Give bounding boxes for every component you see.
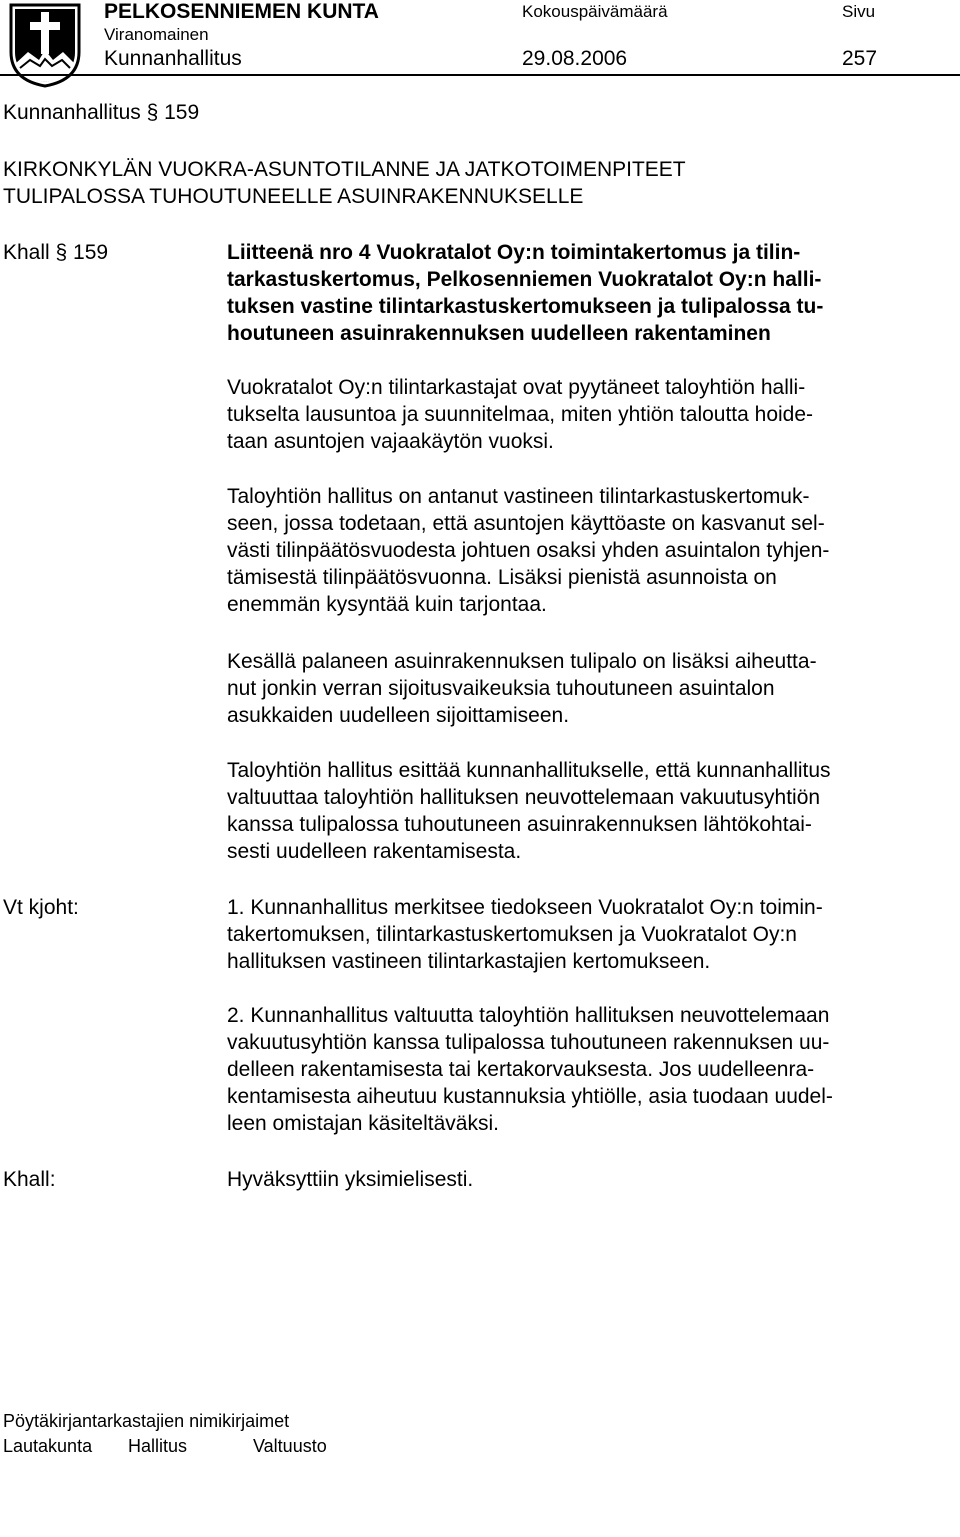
footer-item-lautakunta: Lautakunta bbox=[3, 1436, 93, 1456]
footer-initials-title: Pöytäkirjantarkastajien nimikirjaimet bbox=[3, 1411, 290, 1431]
proposal-line: kentamisesta aiheutuu kustannuksia yhtiölle, asia tuodaan uudel- bbox=[227, 1085, 833, 1108]
attachment-note bbox=[227, 239, 823, 347]
paragraph-line: asukkaiden uudelleen sijoittamiseen. bbox=[227, 704, 570, 727]
paragraph-3 bbox=[227, 648, 817, 729]
paragraph-2 bbox=[227, 483, 829, 618]
proposal-line: vakuutusyhtiön kanssa tulipalossa tuhoutuneen rakennuksen uu- bbox=[227, 1031, 830, 1054]
section-heading: Kunnanhallitus § 159 bbox=[3, 101, 200, 124]
attachment-line: tuksen vastine tilintarkastuskertomukseen ja tulipalossa tu- bbox=[227, 295, 824, 318]
paragraph-line: valtuuttaa taloyhtiön hallituksen neuvottelemaan vakuutusyhtiön bbox=[227, 786, 821, 809]
paragraph-line: tämisestä tilinpäätösvuonna. Lisäksi pienistä asunnoista on bbox=[227, 566, 777, 589]
attachment-line: houtuneen asuinrakennuksen uudelleen rakentaminen bbox=[227, 322, 771, 345]
paragraph-line: Kesällä palaneen asuinrakennuksen tulipalo on lisäksi aiheutta- bbox=[227, 650, 817, 673]
proposal-item-1 bbox=[227, 894, 823, 975]
proposal-line: 2. Kunnanhallitus valtuutta taloyhtiön hallituksen neuvottelemaan bbox=[227, 1004, 830, 1027]
proposal-item-2 bbox=[227, 1002, 833, 1137]
decision-text: Hyväksyttiin yksimielisesti. bbox=[227, 1168, 474, 1191]
paragraph-1 bbox=[227, 374, 813, 455]
paragraph-line: taan asuntojen vajaakäytön vuoksi. bbox=[227, 430, 554, 453]
proposal-line: 1. Kunnanhallitus merkitsee tiedokseen Vuokratalot Oy:n toimin- bbox=[227, 896, 823, 919]
document-title bbox=[3, 156, 686, 210]
meeting-date-label: Kokouspäivämäärä bbox=[522, 2, 668, 21]
paragraph-line: enemmän kysyntää kuin tarjontaa. bbox=[227, 593, 547, 616]
proposal-line: leen omistajan käsiteltäväksi. bbox=[227, 1112, 499, 1135]
paragraph-line: sesti uudelleen rakentamisesta. bbox=[227, 840, 522, 863]
decision-label: Khall: bbox=[3, 1168, 56, 1191]
proposal-line: hallituksen vastineen tilintarkastajien kertomukseen. bbox=[227, 950, 711, 973]
proposal-line: delleen rakentamisesta tai kertakorvauksesta. Jos uudelleenra- bbox=[227, 1058, 815, 1081]
paragraph-line: Taloyhtiön hallitus on antanut vastineen tilintarkastuskertomuk- bbox=[227, 485, 810, 508]
header-divider bbox=[0, 74, 960, 76]
footer-bodies bbox=[3, 1436, 327, 1457]
organization-name: PELKOSENNIEMEN KUNTA bbox=[104, 0, 379, 23]
attachment-line: Liitteenä nro 4 Vuokratalot Oy:n toimintakertomus ja tilin- bbox=[227, 241, 801, 264]
footer-item-valtuusto: Valtuusto bbox=[253, 1436, 327, 1456]
proposal-label: Vt kjoht: bbox=[3, 896, 79, 919]
title-line: TULIPALOSSA TUHOUTUNEELLE ASUINRAKENNUKSELLE bbox=[3, 185, 584, 208]
meeting-date: 29.08.2006 bbox=[522, 47, 628, 70]
attachment-line: tarkastuskertomus, Pelkosenniemen Vuokratalot Oy:n halli- bbox=[227, 268, 822, 291]
khall-section-label: Khall § 159 bbox=[3, 241, 109, 264]
title-line: KIRKONKYLÄN VUOKRA-ASUNTOTILANNE JA JATKOTOIMENPITEET bbox=[3, 158, 686, 181]
paragraph-line: seen, jossa todetaan, että asuntojen käyttöaste on kasvanut sel- bbox=[227, 512, 825, 535]
paragraph-line: nut jonkin verran sijoitusvaikeuksia tuhoutuneen asuintalon bbox=[227, 677, 775, 700]
proposal-line: takertomuksen, tilintarkastuskertomuksen ja Vuokratalot Oy:n bbox=[227, 923, 797, 946]
page-label: Sivu bbox=[842, 2, 876, 21]
paragraph-line: tukselta lausuntoa ja suunnitelmaa, miten yhtiön taloutta hoide- bbox=[227, 403, 814, 426]
paragraph-line: västi tilinpäätösvuodesta johtuen osaksi yhden asuintalon tyhjen- bbox=[227, 539, 830, 562]
board-name: Kunnanhallitus bbox=[104, 47, 242, 70]
page-number: 257 bbox=[842, 47, 878, 70]
paragraph-line: kanssa tulipalossa tuhoutuneen asuinrakennuksen lähtökohtai- bbox=[227, 813, 812, 836]
paragraph-line: Taloyhtiön hallitus esittää kunnanhallitukselle, että kunnanhallitus bbox=[227, 759, 831, 782]
department-name: Viranomainen bbox=[104, 25, 209, 44]
paragraph-line: Vuokratalot Oy:n tilintarkastajat ovat pyytäneet taloyhtiön halli- bbox=[227, 376, 806, 399]
footer-item-hallitus: Hallitus bbox=[128, 1436, 188, 1456]
paragraph-4 bbox=[227, 757, 831, 865]
